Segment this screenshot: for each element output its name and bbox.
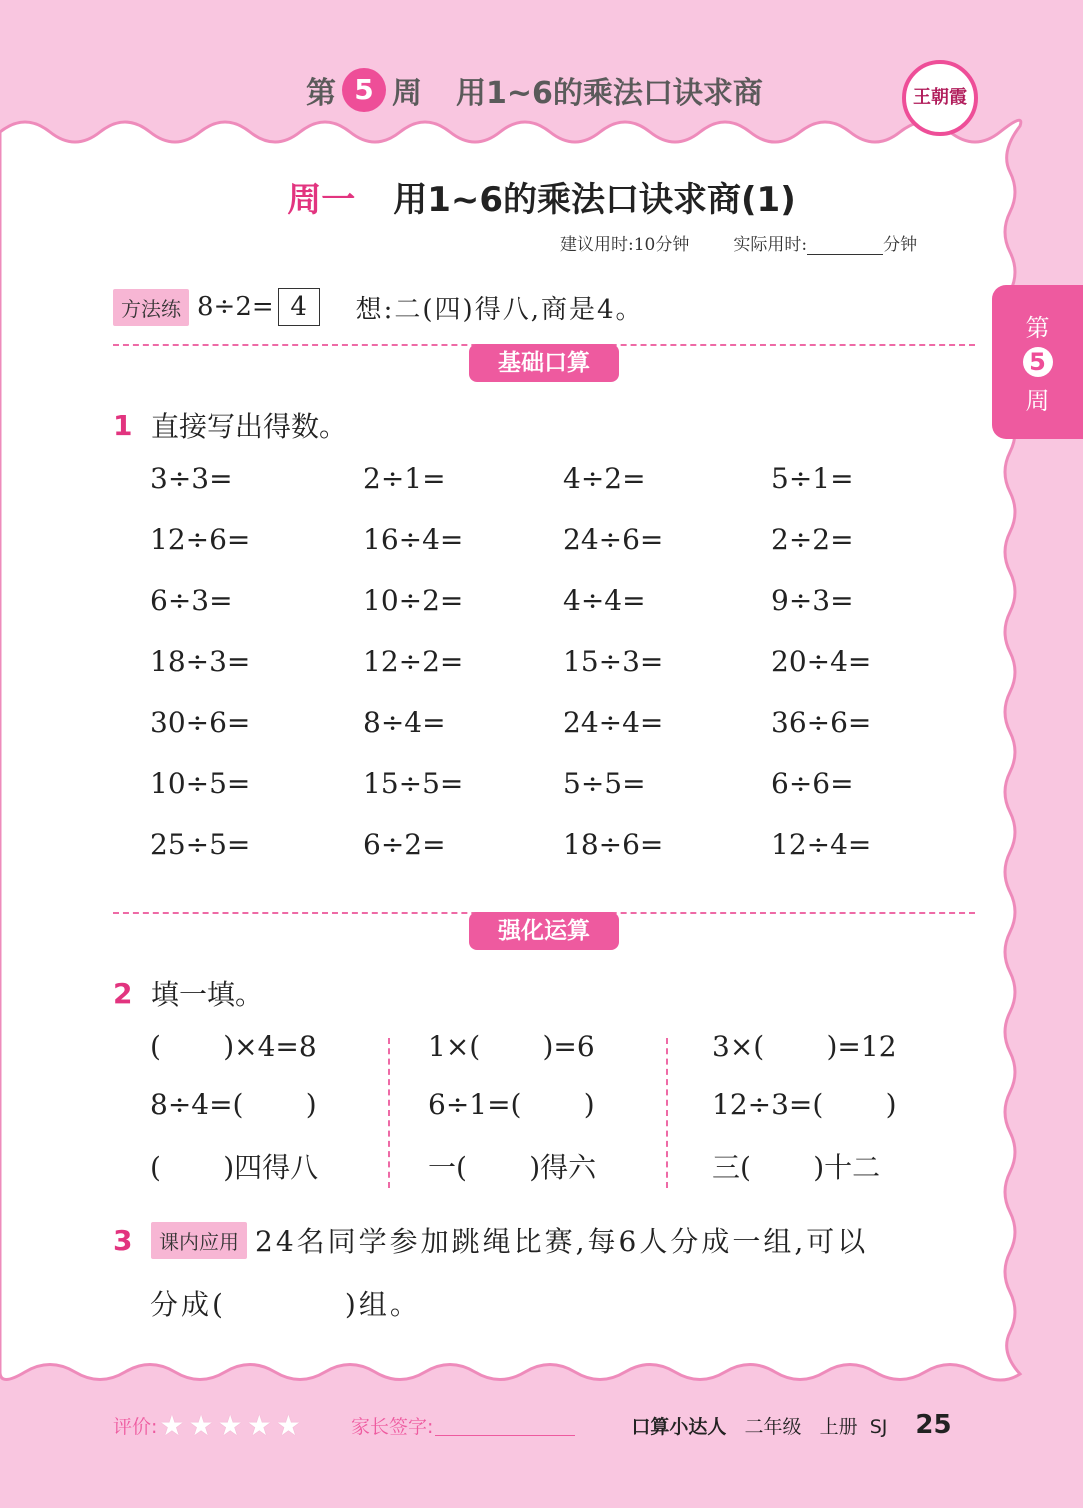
calc-item[interactable]: 6÷6= <box>771 767 854 800</box>
calc-item[interactable]: 2÷1= <box>363 462 446 495</box>
fill-item[interactable]: 一( )得六 <box>428 1151 597 1184</box>
calc-item[interactable]: 12÷4= <box>771 828 872 861</box>
calc-item[interactable]: 15÷5= <box>363 767 464 800</box>
fill-item[interactable]: ( )×4=8 <box>150 1030 317 1063</box>
question-2-grid <box>150 1030 940 1204</box>
question-1-grid <box>150 462 950 889</box>
calc-item[interactable]: 16÷4= <box>363 523 464 556</box>
question-3-tag: 课内应用 <box>151 1222 247 1259</box>
star-icon[interactable]: ★ <box>188 1408 214 1442</box>
calc-item[interactable]: 12÷6= <box>150 523 251 556</box>
calc-item[interactable]: 4÷2= <box>563 462 646 495</box>
time-row <box>560 230 917 255</box>
calc-item[interactable]: 2÷2= <box>771 523 854 556</box>
calc-item[interactable]: 18÷3= <box>150 645 251 678</box>
week-topic: 用1~6的乘法口诀求商 <box>456 76 763 111</box>
star-icon[interactable]: ★ <box>159 1408 185 1442</box>
calc-item[interactable]: 6÷3= <box>150 584 233 617</box>
question-number: 3 <box>113 1223 133 1257</box>
section-label-basic: 基础口算 <box>469 344 619 382</box>
calc-item[interactable]: 3÷3= <box>150 462 233 495</box>
fill-item[interactable]: 1×( )=6 <box>428 1030 595 1063</box>
calc-item[interactable]: 36÷6= <box>771 706 872 739</box>
calc-item[interactable]: 25÷5= <box>150 828 251 861</box>
star-icon[interactable]: ★ <box>217 1408 243 1442</box>
question-1-heading <box>113 405 347 445</box>
method-expression: 8÷2= <box>197 292 274 322</box>
fill-item[interactable]: 3×( )=12 <box>712 1030 897 1063</box>
star-icon[interactable]: ★ <box>246 1408 272 1442</box>
calc-item[interactable]: 10÷2= <box>363 584 464 617</box>
parent-signature-label: 家长签字: <box>350 1415 434 1438</box>
day-label: 周一 <box>287 180 356 220</box>
section-label-advanced: 强化运算 <box>469 912 619 950</box>
side-tab-number: 5 <box>1023 347 1053 377</box>
calc-item[interactable]: 30÷6= <box>150 706 251 739</box>
fill-item[interactable]: 三( )十二 <box>712 1151 881 1184</box>
page-footer <box>113 1405 1013 1445</box>
rating-stars <box>159 1409 305 1442</box>
calc-item[interactable]: 4÷4= <box>563 584 646 617</box>
book-edition: SJ <box>869 1415 888 1438</box>
book-info <box>631 1412 887 1439</box>
question-3 <box>113 1220 868 1260</box>
side-tab-bottom: 周 <box>1025 387 1050 415</box>
calc-item[interactable]: 8÷4= <box>363 706 446 739</box>
rating-label: 评价: <box>113 1415 158 1438</box>
logo-text: 王朝霞 <box>913 87 967 108</box>
question-2-heading <box>113 973 263 1013</box>
calc-item[interactable]: 9÷3= <box>771 584 854 617</box>
question-number: 2 <box>113 976 133 1010</box>
question-prompt: 直接写出得数。 <box>151 410 348 443</box>
method-answer-box: 4 <box>278 288 320 326</box>
calc-item[interactable]: 20÷4= <box>771 645 872 678</box>
question-number: 1 <box>113 408 133 442</box>
fill-item[interactable]: 8÷4=( ) <box>150 1088 317 1121</box>
calc-item[interactable]: 12÷2= <box>363 645 464 678</box>
actual-time-label: 实际用时: <box>733 235 808 255</box>
method-hint: 想:二(四)得八,商是4。 <box>355 294 644 325</box>
book-title: 口算小达人 <box>631 1415 727 1438</box>
week-suffix: 周 <box>392 76 422 111</box>
question-3-text: 24名同学参加跳绳比赛,每6人分成一组,可以 <box>255 1225 869 1258</box>
method-practice <box>113 288 644 326</box>
side-tab-top: 第 <box>1025 314 1050 342</box>
page-title <box>0 172 1083 221</box>
calc-item[interactable]: 5÷1= <box>771 462 854 495</box>
lesson-title: 用1~6的乘法口诀求商(1) <box>393 180 796 220</box>
actual-time-unit: 分钟 <box>883 235 918 255</box>
fill-item[interactable]: 12÷3=( ) <box>712 1088 897 1121</box>
fill-item[interactable]: 6÷1=( ) <box>428 1088 595 1121</box>
page-number: 25 <box>915 1410 952 1440</box>
book-volume: 上册 <box>819 1415 858 1438</box>
calc-item[interactable]: 15÷3= <box>563 645 664 678</box>
calc-item[interactable]: 18÷6= <box>563 828 664 861</box>
fill-item[interactable]: ( )四得八 <box>150 1151 319 1184</box>
calc-item[interactable]: 24÷4= <box>563 706 664 739</box>
calc-item[interactable]: 6÷2= <box>363 828 446 861</box>
week-number-badge: 5 <box>342 68 386 112</box>
calc-item[interactable]: 24÷6= <box>563 523 664 556</box>
star-icon[interactable]: ★ <box>275 1408 301 1442</box>
method-tag: 方法练 <box>113 289 189 326</box>
calc-item[interactable]: 5÷5= <box>563 767 646 800</box>
actual-time-blank[interactable] <box>807 230 883 255</box>
book-grade: 二年级 <box>744 1415 802 1438</box>
suggested-time: 建议用时:10分钟 <box>560 235 690 255</box>
question-3-answer-line[interactable]: 分成( )组。 <box>150 1288 421 1321</box>
week-prefix: 第 <box>306 76 336 111</box>
calc-item[interactable]: 10÷5= <box>150 767 251 800</box>
question-prompt: 填一填。 <box>151 978 264 1011</box>
parent-signature-field[interactable] <box>435 1414 575 1436</box>
